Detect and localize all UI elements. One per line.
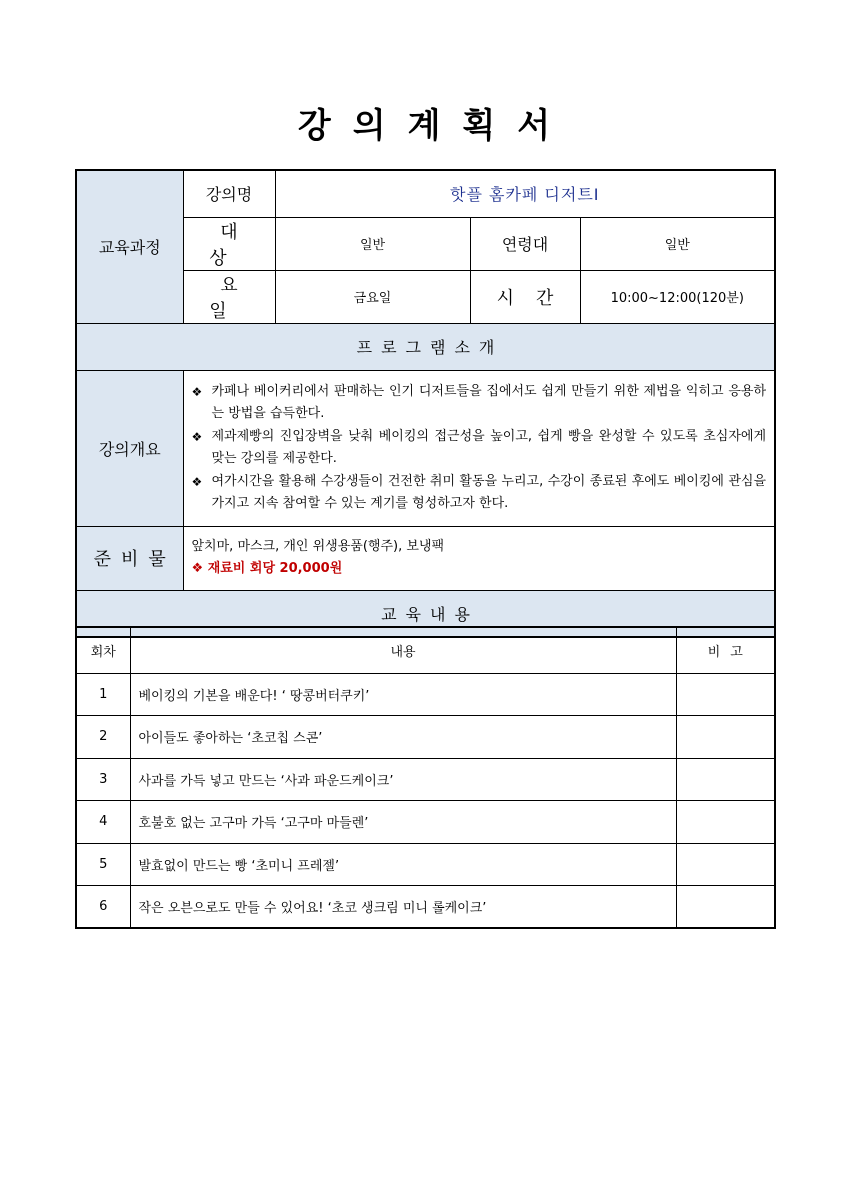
overview-item: ❖ 카페나 베이커리에서 판매하는 인기 디저트들을 집에서도 쉽게 만들기 위한 제법을 익히고 응용하는 방법을 습득한다. [192,381,767,426]
time-label: 시간 [470,270,580,323]
page-title: 강의계획서 [297,106,573,146]
table-row [76,715,775,758]
table-row [76,885,775,928]
overview-item: ❖ 여가시간을 활용해 수강생들이 건전한 취미 활동을 누리고, 수강이 종료된 후에도 베이킹에 관심을 가지고 지속 참여할 수 있는 계기를 형성하고자 한다. [192,471,767,516]
session-number: 4 [76,800,130,843]
overview-item: ❖ 제과제빵의 진입장벽을 낮춰 베이킹의 접근성을 높이고, 쉽게 빵을 완성할 수 있도록 초심자에게 맞는 강의를 제공한다. [192,426,767,471]
session-note [676,843,775,885]
table-row [76,673,775,715]
target-label: 대상 [183,217,275,270]
time-value: 10:00~12:00(120분) [580,270,775,323]
session-content: 발효없이 만드는 빵 ‘초미니 프레젤’ [130,843,676,885]
session-note [676,758,775,800]
day-value: 금요일 [275,270,470,323]
session-number: 5 [76,843,130,885]
session-number: 3 [76,758,130,800]
target-value: 일반 [275,217,470,270]
overview-label: 강의개요 [76,370,183,526]
table-row [76,800,775,843]
supplies-items: 앞치마, 마스크, 개인 위생용품(행주), 보냉팩 [191,539,445,554]
bullet-icon: ❖ [191,384,203,399]
education-content-header: 교육내용 [76,590,775,637]
session-note [676,885,775,928]
material-fee: ❖ 재료비 회당 20,000원 [191,561,343,576]
session-content: 호불호 없는 고구마 가득 ‘고구마 마들렌’ [130,800,676,843]
bullet-icon: ❖ [191,561,204,576]
table-row [76,758,775,800]
age-value: 일반 [580,217,775,270]
course-info-table [75,169,776,638]
session-content: 사과를 가득 넣고 만드는 ‘사과 파운드케이크’ [130,758,676,800]
session-number: 2 [76,715,130,758]
session-header: 회차 [76,627,130,673]
session-note [676,800,775,843]
session-number: 1 [76,673,130,715]
age-label: 연령대 [470,217,580,270]
session-content: 아이들도 좋아하는 ‘초코칩 스콘’ [130,715,676,758]
course-name-label: 강의명 [183,170,275,217]
program-intro-header: 프로그램소개 [76,323,775,370]
overview-content [183,370,775,526]
day-label: 요일 [183,270,275,323]
session-number: 6 [76,885,130,928]
session-content: 작은 오븐으로도 만들 수 있어요! ‘초코 생크림 미니 롤케이크’ [130,885,676,928]
bullet-icon: ❖ [191,429,203,444]
course-name-value: 핫플 홈카페 디저트Ⅰ [275,170,775,217]
bullet-icon: ❖ [191,474,203,489]
session-note [676,715,775,758]
schedule-table [75,626,776,929]
course-section-label: 교육과정 [76,170,183,323]
supplies-content [183,526,775,590]
note-header: 비고 [676,627,775,673]
session-content: 베이킹의 기본을 배운다! ‘ 땅콩버터쿠키’ [130,673,676,715]
table-row [76,843,775,885]
supplies-label: 준비물 [76,526,183,590]
content-header: 내용 [130,627,676,673]
session-note [676,673,775,715]
